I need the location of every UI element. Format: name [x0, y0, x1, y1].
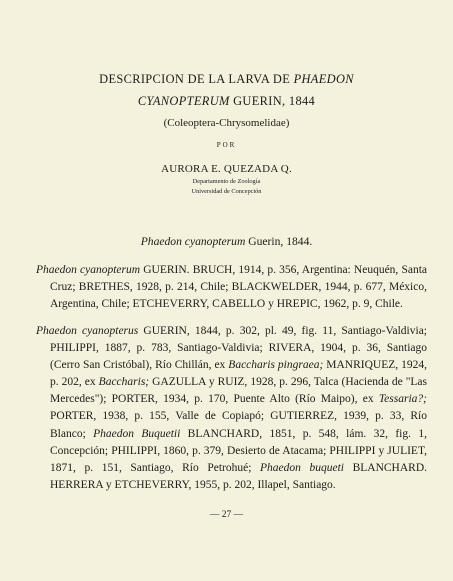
citation-text: GUERIN, 1844, p. 302, pl. 49, fig. 11, Santiago-Valdivia; PHILIPPI, 1887, p. 783, Santiago-Valdivia; RIVERA, 1904, p. 36, Santiago (Cerro San Cristóbal), Río Chillán, ex	[50, 325, 427, 372]
taxon-name: Phaedon Buquetii	[93, 427, 181, 440]
title-species: CYANOPTERUM	[137, 94, 230, 108]
taxon-name: Tessaria?;	[378, 393, 427, 406]
taxon-name: Baccharis pingraea;	[228, 359, 324, 372]
citation-text: BLANCHARD, 1851, p. 548, lám. 32, fig. 1, Concepción; PHILIPPI, 1860, p. 379, Desierto de Atacama; PHILIPPI y JULIET, 1871, p. 151, Santiago, Río Petrohué;	[50, 427, 427, 474]
title-text: DESCRIPCION DE LA LARVA DE	[99, 72, 294, 86]
page-number: — 27 —	[209, 510, 244, 520]
article-subtitle: (Coleoptera-Chrysomelidae)	[163, 117, 290, 129]
taxon-name: Phaedon buqueti	[260, 461, 344, 474]
species-name: Phaedon cyanopterum	[140, 235, 246, 248]
author-department: Departamento de Zoología	[192, 178, 261, 185]
citation-text: GUERIN. BRUCH, 1914, p. 356, Argentina: Neuquén, Santa Cruz; BRETHES, 1928, p. 214, Chile; BLACKWELDER, 1944, p. 677, México, Argentina, Chile; ETCHEVERRY, CABELLO y HREPIC, 1962, p. 9, Chile.	[50, 264, 427, 311]
synonymy-entry-1	[36, 262, 427, 313]
taxon-name: Baccharis;	[98, 376, 150, 389]
author-name: AURORA E. QUEZADA Q.	[161, 163, 292, 175]
citation-text: BLANCHARD. HERRERA y ETCHEVERRY, 1955, p. 202, Illapel, Santiago.	[50, 461, 427, 491]
byline-por: POR	[216, 141, 237, 149]
citation-text: PORTER, 1938, p. 155, Valle de Copiapó; GUTIERREZ, 1939, p. 33, Río Blanco;	[50, 410, 427, 440]
article-title-line-1	[0, 72, 453, 87]
citation-text: GAZULLA y RUIZ, 1928, p. 296, Talca (Hacienda de "Las Mercedes"); PORTER, 1934, p. 170, Puente Alto (Río Maipo), ex	[50, 376, 427, 406]
title-genus: PHAEDON	[293, 72, 354, 86]
species-heading	[0, 235, 453, 248]
citation-text: MANRIQUEZ, 1924, p. 202, ex	[50, 359, 428, 389]
taxon-name: Phaedon cyanopterum	[36, 264, 141, 276]
title-author-year: GUERIN, 1844	[229, 94, 316, 108]
article-title-line-2	[0, 94, 453, 109]
species-author: Guerin, 1844.	[245, 235, 313, 248]
synonymy-entry-2	[36, 323, 427, 494]
author-university: Universidad de Concepción	[191, 188, 262, 195]
taxon-name: Phaedon cyanopterus	[36, 325, 139, 337]
